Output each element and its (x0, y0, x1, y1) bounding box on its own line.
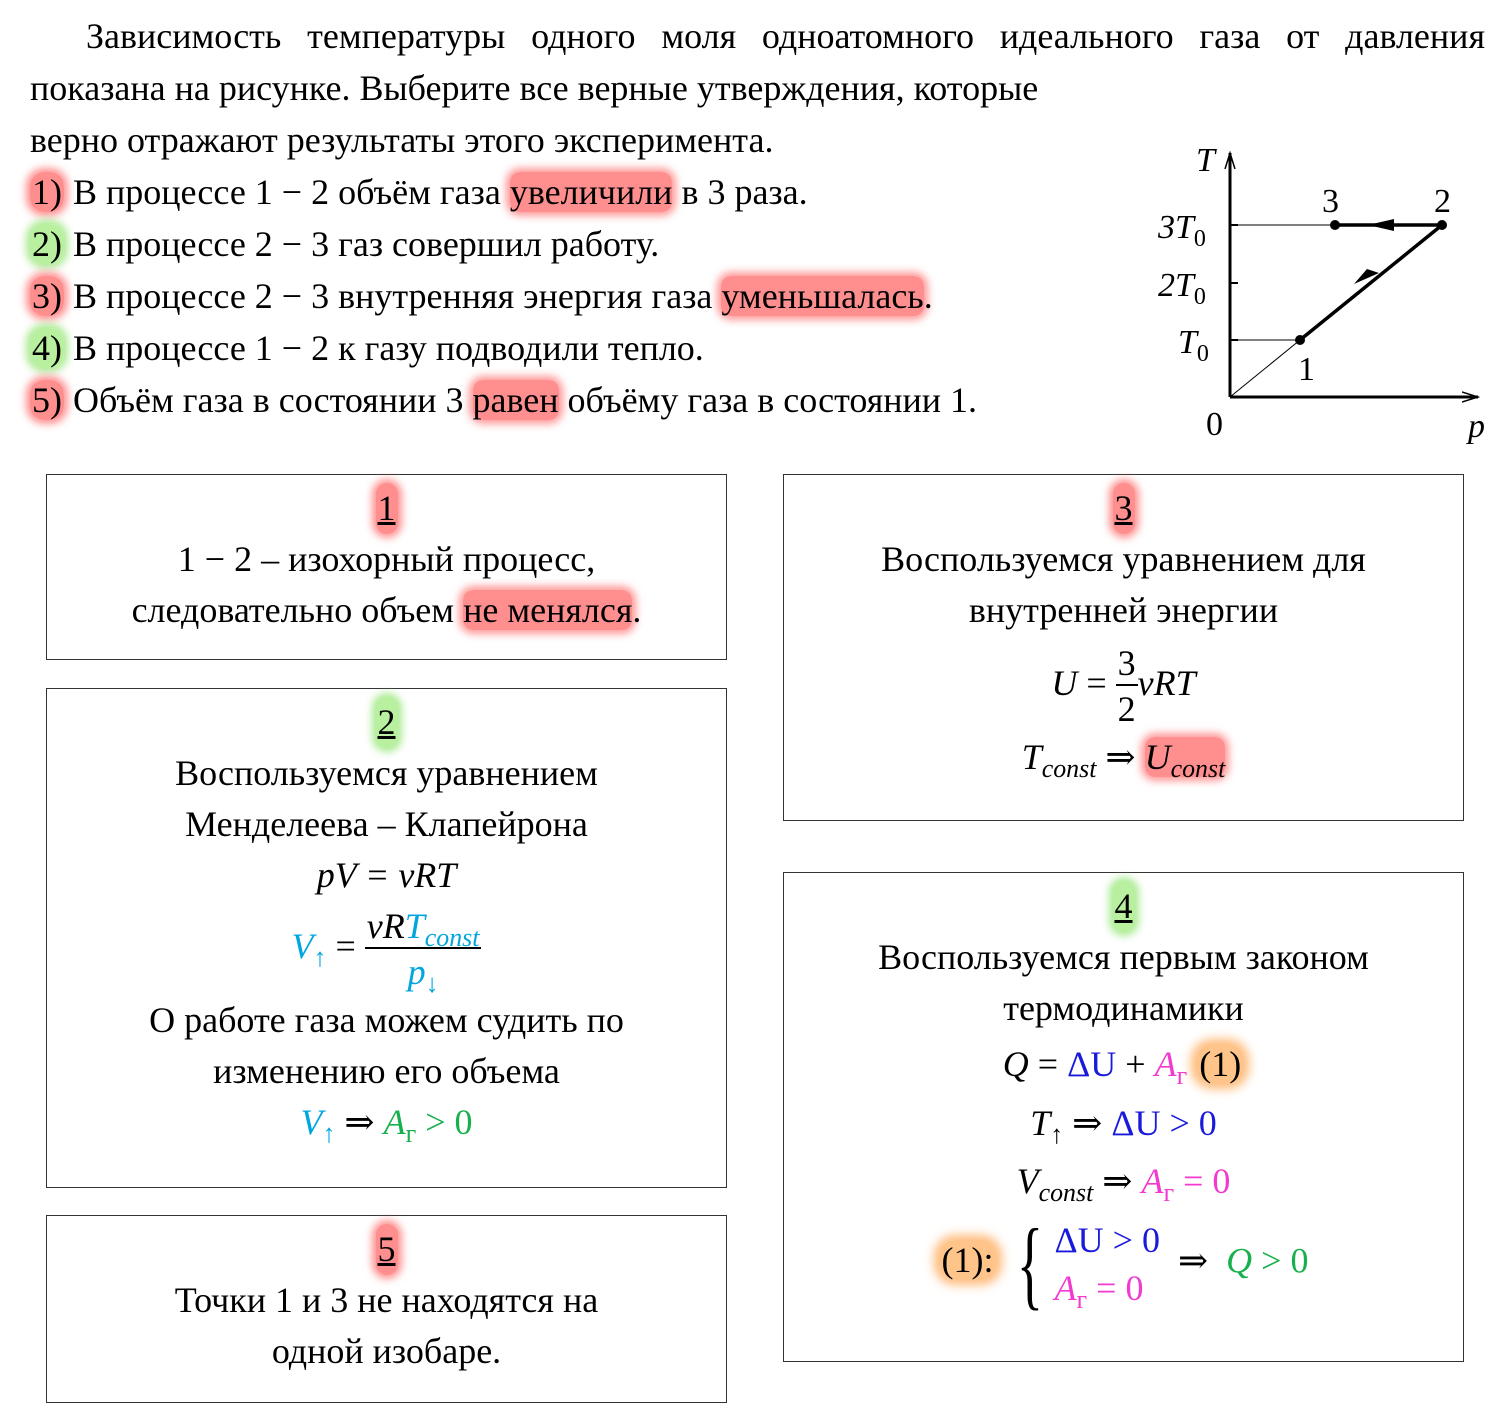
problem-intro-end: верно отражают результаты этого эксперимента. (30, 120, 774, 160)
solution-title: 3 (1113, 483, 1135, 534)
point-label-2: 2 (1434, 183, 1451, 220)
highlighted-word: уменьшалась (721, 276, 924, 316)
origin-label: 0 (1206, 406, 1223, 443)
option-number: 4) (32, 328, 62, 368)
temperature-conclusion: $T_↑$ ⇒ ΔU > 0 (1030, 1103, 1217, 1149)
option-text: Объём газа в состоянии 3 (73, 380, 473, 420)
point-label-1: 1 (1298, 351, 1315, 388)
solution-2-box (46, 688, 727, 1188)
answer-options (30, 166, 1170, 426)
solution-line: Точки 1 и 3 не находятся на (174, 1280, 599, 1320)
solution-1-box (46, 474, 727, 660)
equation-tag: (1) (1196, 1044, 1244, 1084)
option-1 (30, 166, 1170, 218)
solution-line: Воспользуемся первым законом (878, 937, 1369, 977)
solution-5-box (46, 1215, 727, 1403)
option-text-end: . (923, 276, 933, 316)
solution-line: изменению его объема (213, 1050, 560, 1091)
option-number: 5) (32, 380, 62, 420)
solution-line: Воспользуемся уравнением (175, 753, 598, 793)
curly-brace: { (1016, 1208, 1043, 1319)
solution-line: внутренней энергии (968, 590, 1279, 630)
system-conclusion: (1): { ΔU > 0 $A_г = 0$ ⇒ Q > 0 (784, 1214, 1463, 1314)
option-text-end: объёму газа в состоянии 1. (558, 380, 978, 420)
solution-line: термодинамики (1003, 988, 1244, 1028)
highlighted-word: равен (472, 380, 559, 420)
isochore-line (1230, 340, 1300, 397)
highlighted-word: не менялся (463, 590, 633, 630)
solution-title: 2 (376, 697, 398, 748)
t-axis-label: T (1196, 142, 1215, 179)
tp-graph (1150, 135, 1495, 450)
energy-conclusion: $T_{const}$ ⇒ $U_{const}$ (1021, 736, 1226, 783)
work-conclusion: $V_↑$ ⇒ $A_г > 0$ (300, 1101, 473, 1148)
volume-conclusion: $V_{const}$ ⇒ $A_г = 0$ (1016, 1161, 1231, 1207)
solution-line: Воспользуемся уравнением для (881, 539, 1366, 579)
internal-energy-formula: U = $\frac{3}{2}$ νRT (784, 636, 1463, 732)
option-number: 2) (32, 224, 62, 264)
solution-4-box (783, 872, 1464, 1362)
solution-line: О работе газа можем судить по (149, 999, 624, 1040)
option-5 (30, 374, 1170, 426)
fraction: $\frac{\nu RT_{const}}{p_↓}$ (366, 905, 480, 998)
option-number: 1) (32, 172, 62, 212)
point-3 (1330, 220, 1340, 230)
solution-line: следовательно объем не менялся. (131, 590, 642, 630)
option-2 (30, 218, 1170, 270)
tick-label-3t0: $3T_0$ (1158, 209, 1206, 252)
point-2 (1437, 220, 1447, 230)
solution-title: 4 (1113, 881, 1135, 932)
point-label-3: 3 (1322, 183, 1339, 220)
highlighted-word: увеличили (509, 172, 673, 212)
ideal-gas-equation: pV = νRT (316, 855, 457, 895)
option-text: В процессе 1 − 2 объём газа (73, 172, 510, 212)
solution-3-box (783, 474, 1464, 821)
process-1-2 (1300, 225, 1442, 340)
first-law-equation: $Q = \Delta U + A_г$ (1) (784, 1034, 1463, 1094)
solution-line: Менделеева – Клапейрона (185, 804, 588, 844)
arrow-2-3 (1368, 219, 1394, 231)
arrow-1-2 (1354, 269, 1379, 284)
solution-title: 5 (376, 1224, 398, 1275)
solution-line: одной изобаре. (271, 1331, 502, 1371)
option-4 (30, 322, 1170, 374)
option-3 (30, 270, 1170, 322)
volume-formula: $V_↑$ = $\frac{\nu RT_{const}}{p_↓}$ (291, 905, 480, 998)
problem-intro: Зависимость температуры одного моля одноатомного идеального газа от давления показана на рисунке. Выберите все верные утверждения, которые (30, 16, 1485, 108)
solution-line: 1 − 2 – изохорный процесс, (177, 539, 596, 579)
option-text: В процессе 1 − 2 к газу подводили тепло. (73, 328, 704, 368)
equation-tag: (1): (939, 1240, 997, 1280)
option-number: 3) (32, 276, 62, 316)
tick-label-t0: $T_0$ (1178, 324, 1209, 367)
option-text-end: в 3 раза. (672, 172, 808, 212)
solution-title: 1 (376, 483, 398, 534)
option-text: В процессе 2 − 3 газ совершил работу. (73, 224, 660, 264)
fraction: $\frac{3}{2}$ (1117, 642, 1136, 729)
option-text: В процессе 2 − 3 внутренняя энергия газа (73, 276, 722, 316)
tick-label-2t0: $2T_0$ (1158, 267, 1206, 310)
p-axis-label: p (1468, 408, 1485, 445)
point-1 (1295, 335, 1305, 345)
equation-system: ΔU > 0 $A_г = 0$ (1054, 1220, 1160, 1314)
